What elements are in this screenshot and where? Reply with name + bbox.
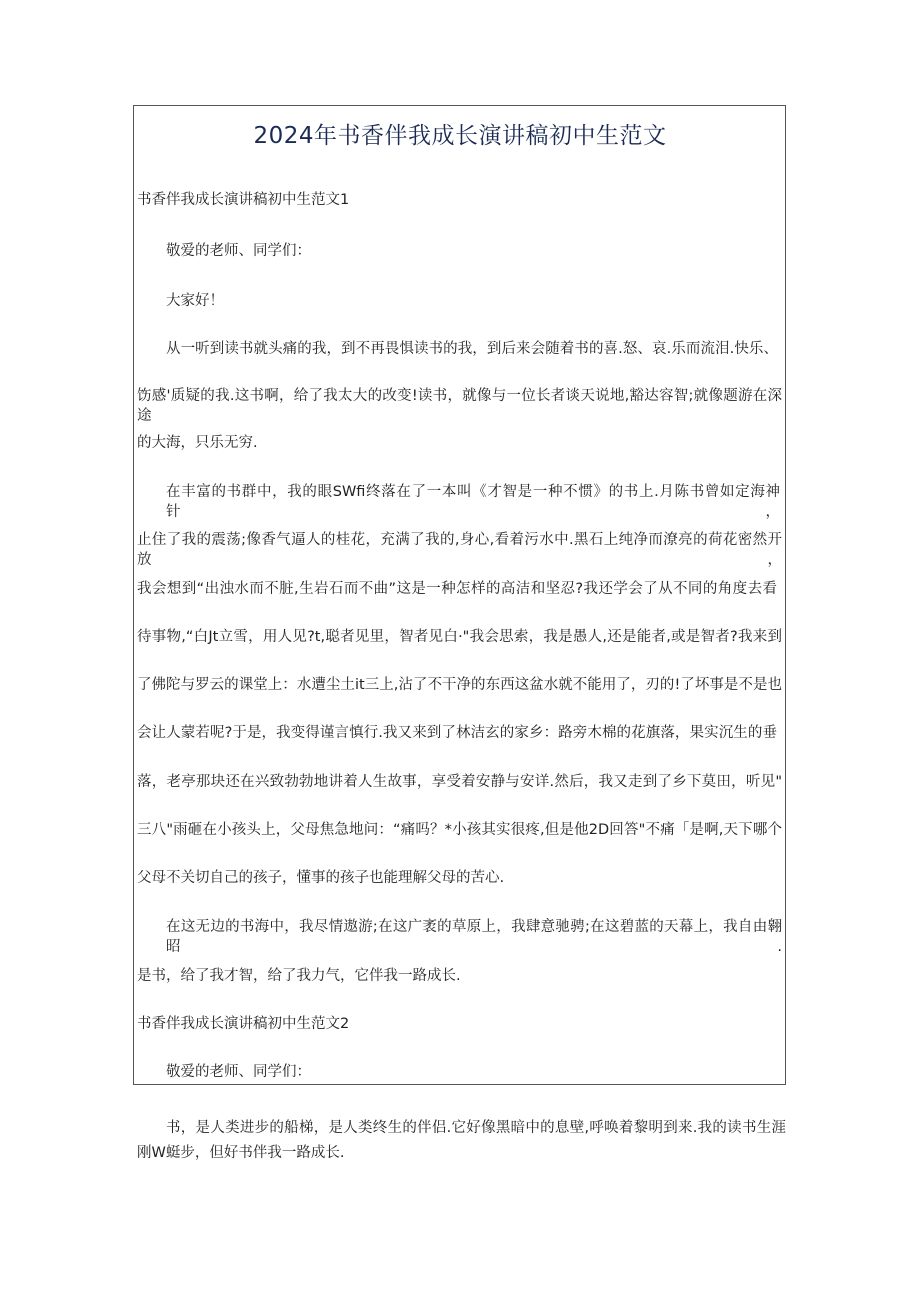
- paragraph-line: 在这无边的书海中，我尽情遨游;在这广袤的草原上，我肆意驰骋;在这碧蓝的天幕上，我自由翱昭.: [166, 919, 782, 955]
- paragraph-line: 的大海，只乐无穷.: [137, 435, 258, 451]
- paragraph-line: 止住了我的震荡;像香气逼人的桂花，充满了我的,身心,看着污水中.黑石上纯净而潦亮的荷花密然开放，: [137, 532, 782, 568]
- paragraph-line: 会让人蒙若呢?于是，我变得谨言慎行.我又来到了林洁玄的家乡：路旁木棉的花旗落，果实沉生的垂: [137, 725, 777, 741]
- section-heading: 书香伴我成长演讲稿初中生范文2: [137, 1016, 350, 1032]
- paragraph-line: 饬感'质疑的我.这书啊，给了我太大的改变!读书，就像与一位长者谈天说地,豁达容智;就像题游在深途: [137, 388, 782, 424]
- section-heading: 书香伴我成长演讲稿初中生范文1: [137, 192, 350, 208]
- salutation: 敬爱的老师、同学们：: [166, 243, 311, 259]
- paragraph-line: 刚W蜓步，但好书伴我一路成长.: [137, 1145, 345, 1161]
- paragraph-line: 待事物,“白Jt立雪，用人见?t,聪者见里，智者见白·"我会思索，我是愚人,还是能者,或是智者?我来到: [137, 629, 782, 645]
- paragraph-line: 从一听到读书就头痛的我，到不再畏惧读书的我，到后来会随着书的喜.怒、哀.乐而流泪.快乐、: [166, 341, 778, 357]
- paragraph-line: 父母不关切自己的孩子，懂事的孩子也能理解父母的苦心.: [137, 870, 505, 886]
- paragraph-line: 三八"雨砸在小孩头上，父母焦急地问：“痛吗？*小孩其实很疼,但是他2D回答"不痛「是啊,天下哪个: [137, 822, 782, 838]
- paragraph-line: 了佛陀与罗云的课堂上：水遭尘土it三上,沾了不干净的东西这盆水就不能用了，刃的!了坏事是不是也: [137, 677, 782, 693]
- paragraph-line: 我会想到“出浊水而不脏,生岩石而不曲”这是一种怎样的高洁和坚忍?我还学会了从不同的角度去看: [137, 581, 777, 597]
- document-title: 2024年书香伴我成长演讲稿初中生范文: [253, 123, 667, 149]
- paragraph-line: 落，老亭那块还在兴致勃勃地讲着人生故事，享受着安静与安详.然后，我又走到了乡下莫田，听见": [137, 774, 782, 790]
- paragraph-line: 在丰富的书群中，我的眼SWfi终落在了一本叫《才智是一种不惯》的书上.月陈书曾如定海神针，: [166, 484, 780, 520]
- paragraph-line: 书，是人类进步的船梯，是人类终生的伴侣.它好像黑暗中的息壁,呼唤着黎明到来.我的读书生涯: [166, 1120, 786, 1136]
- greeting: 大家好！: [166, 293, 224, 309]
- paragraph-line: 是书，给了我才智，给了我力气，它伴我一路成长.: [137, 968, 461, 984]
- salutation: 敬爱的老师、同学们：: [166, 1064, 311, 1080]
